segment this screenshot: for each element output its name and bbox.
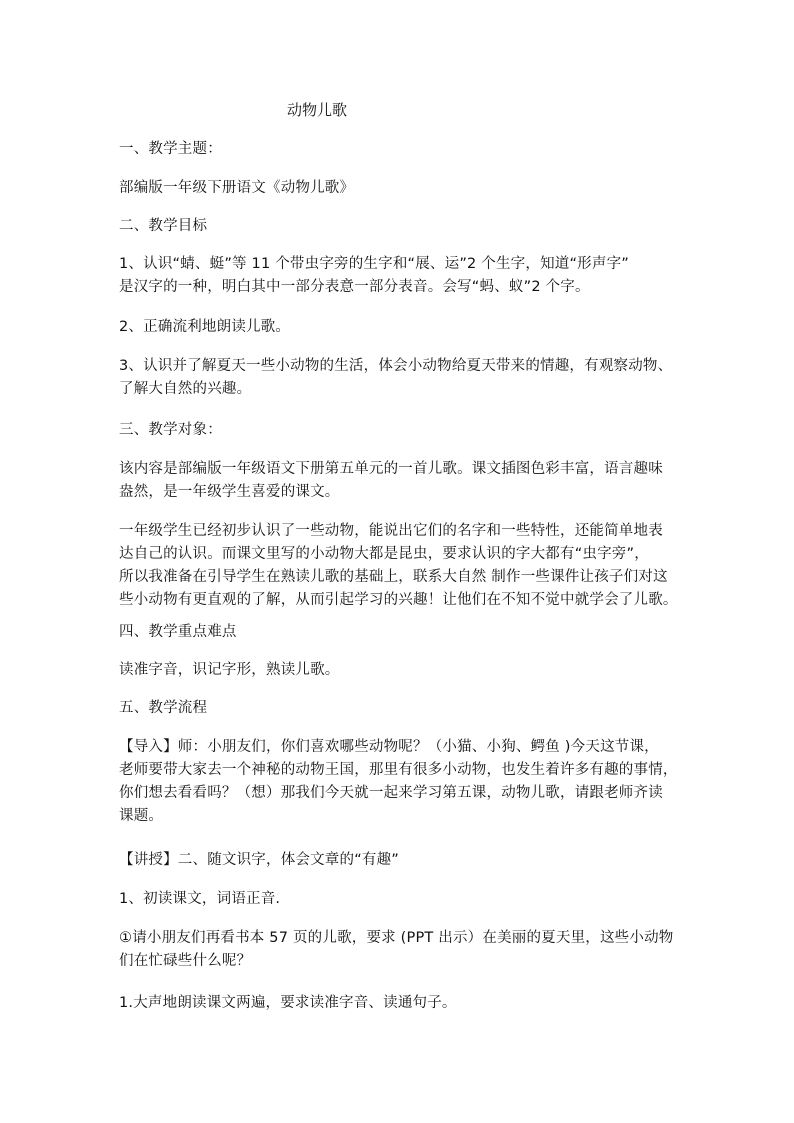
section-heading-teaching-goals xyxy=(119,215,694,237)
paragraph-line: 3、认识并了解夏天一些小动物的生活，体会小动物给夏天带来的情趣，有观察动物、 xyxy=(119,358,673,374)
heading-text: 四、教学重点难点 xyxy=(119,624,237,640)
paragraph-line: 你们想去看看吗？（想）那我们今天就一起来学习第五课，动物儿歌，请跟老师齐读 xyxy=(119,785,663,801)
paragraph-audience-1 xyxy=(119,458,694,504)
paragraph-line: 课题。 xyxy=(119,808,164,824)
paragraph-line: 一年级学生已经初步认识了一些动物，能说出它们的名字和一些特性，还能简单地表 xyxy=(119,523,663,539)
paragraph-introduction xyxy=(119,736,694,828)
section-heading-key-points xyxy=(119,621,694,643)
paragraph-line: 些小动物有更直观的了解，从而引起学习的兴趣！让他们在不知不觉中就学会了儿歌。 xyxy=(119,592,678,608)
paragraph-line: 部编版一年级下册语文《动物儿歌》 xyxy=(119,180,355,196)
paragraph-line: 读准字音，识记字形，熟读儿歌。 xyxy=(119,662,340,678)
paragraph-theme xyxy=(119,177,694,199)
paragraph-line: 是汉字的一种，明白其中一部分表意一部分表音。会写“蚂、蚁”2 个字。 xyxy=(119,279,590,295)
paragraph-line: 老师要带大家去一个神秘的动物王国，那里有很多小动物，也发生着许多有趣的事情， xyxy=(119,762,678,778)
paragraph-line: 2、正确流利地朗读儿歌。 xyxy=(119,319,291,335)
paragraph-line: 盎然，是一年级学生喜爱的课文。 xyxy=(119,484,340,500)
paragraph-instruction xyxy=(119,927,694,973)
paragraph-line: 【导入】师：小朋友们，你们喜欢哪些动物呢？（小猫、小狗、鳄鱼 )今天这节课， xyxy=(119,739,659,755)
paragraph-key-points xyxy=(119,659,694,681)
paragraph-line: 达自己的认识。而课文里写的小动物大都是昆虫，要求认识的字大都有“虫字旁”， xyxy=(119,546,649,562)
paragraph-goal-1 xyxy=(119,253,694,299)
paragraph-goal-2 xyxy=(119,316,694,338)
paragraph-line: 了解大自然的兴趣。 xyxy=(119,381,252,397)
paragraph-line: 们在忙碌些什么呢？ xyxy=(119,953,252,969)
paragraph-lecture xyxy=(119,849,694,871)
paragraph-line: 该内容是部编版一年级语文下册第五单元的一首儿歌。课文插图色彩丰富，语言趣味 xyxy=(119,461,663,477)
heading-text: 二、教学目标 xyxy=(119,218,208,234)
heading-text: 五、教学流程 xyxy=(119,700,208,716)
paragraph-line: 所以我准备在引导学生在熟读儿歌的基础上，联系大自然 制作一些课件让孩子们对这 xyxy=(119,569,668,585)
paragraph-goal-3 xyxy=(119,355,694,401)
paragraph-step-1 xyxy=(119,888,694,910)
section-heading-teaching-audience xyxy=(119,419,694,441)
paragraph-audience-2 xyxy=(119,520,694,612)
paragraph-line: 1、认识“蜻、蜓”等 11 个带虫字旁的生字和“展、运”2 个生字，知道“形声字” xyxy=(119,256,629,272)
paragraph-line: ①请小朋友们再看书本 57 页的儿歌，要求 (PPT 出示）在美丽的夏天里，这些小动物 xyxy=(119,930,674,946)
section-heading-teaching-theme xyxy=(119,138,694,160)
paragraph-line: 【讲授】二、随文识字，体会文章的“有趣” xyxy=(119,852,400,868)
page-title: 动物儿歌 xyxy=(286,101,347,119)
paragraph-line: 1、初读课文，词语正音. xyxy=(119,891,281,907)
section-heading-teaching-process xyxy=(119,697,694,719)
heading-text: 一、教学主题： xyxy=(119,141,222,157)
heading-text: 三、教学对象： xyxy=(119,422,222,438)
paragraph-line: 1.大声地朗读课文两遍，要求读准字音、读通句子。 xyxy=(119,995,457,1011)
paragraph-reading-task xyxy=(119,992,694,1014)
